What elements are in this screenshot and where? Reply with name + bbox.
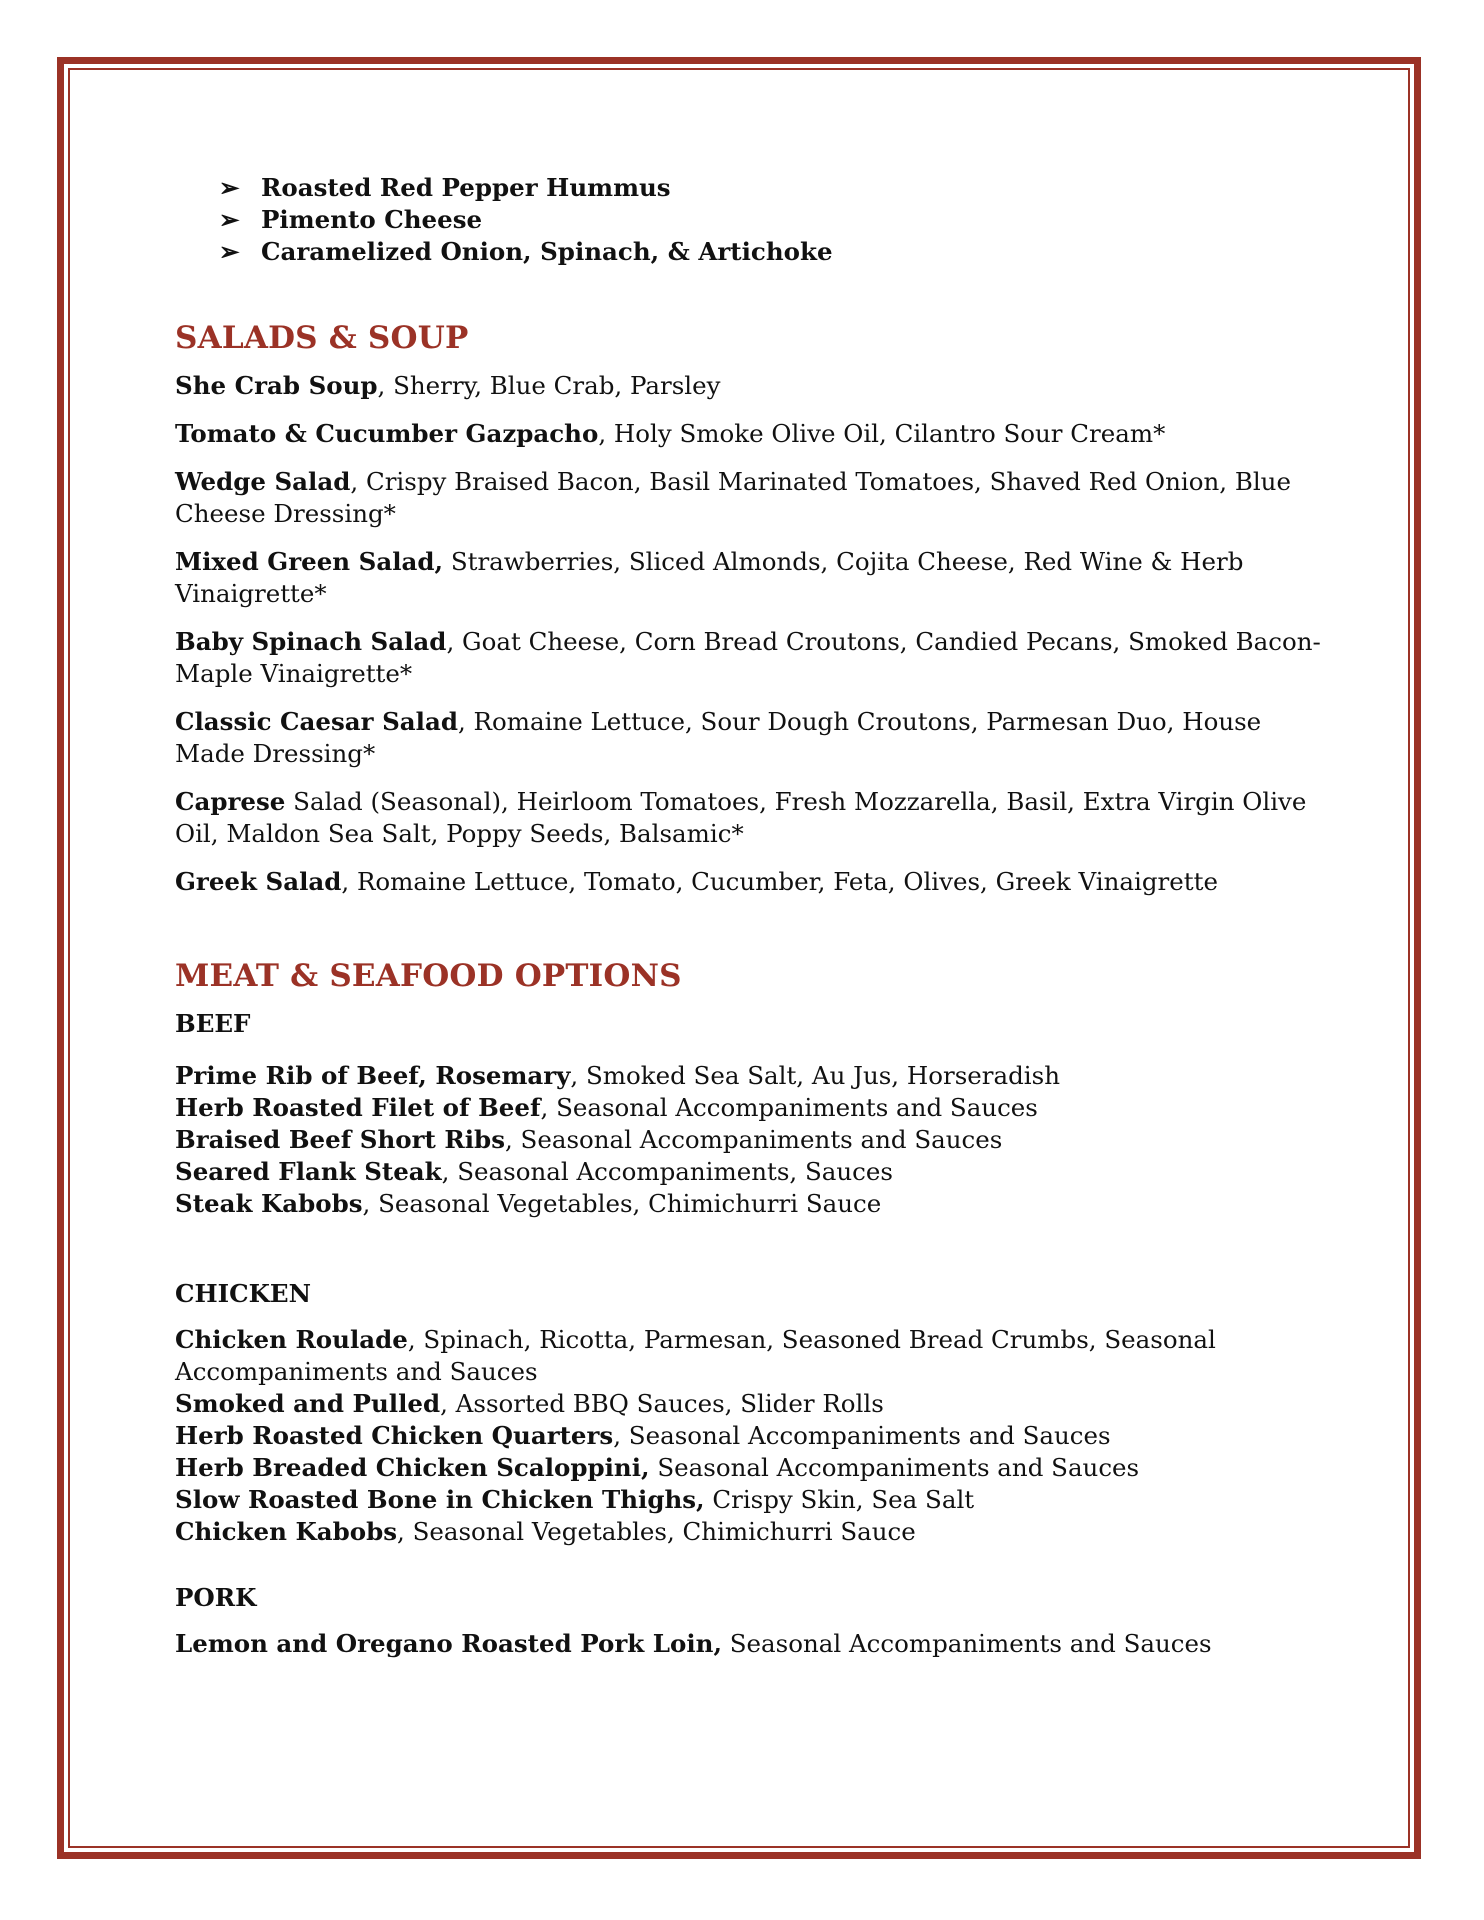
- pork-list: [175, 1628, 1325, 1660]
- dips-list: [219, 172, 1325, 268]
- subsection-title-pork: PORK: [175, 1583, 257, 1612]
- menu-item: Mixed Green Salad, Strawberries, Sliced Almonds, Cojita Cheese, Red Wine & Herb Vinaigrette*: [175, 547, 1244, 608]
- arrow-bullet-icon: ➢: [219, 205, 240, 234]
- menu-item: Tomato & Cucumber Gazpacho, Holy Smoke Olive Oil, Cilantro Sour Cream*: [175, 419, 1166, 448]
- menu-item: Herb Roasted Chicken Quarters, Seasonal Accompaniments and Sauces: [175, 1421, 1111, 1450]
- menu-item: Slow Roasted Bone in Chicken Thighs, Crispy Skin, Sea Salt: [175, 1485, 975, 1514]
- menu-item: Wedge Salad, Crispy Braised Bacon, Basil Marinated Tomatoes, Shaved Red Onion, Blue Cheese Dressing*: [175, 467, 1291, 528]
- salads-list: [175, 370, 1325, 898]
- menu-item: Steak Kabobs, Seasonal Vegetables, Chimichurri Sauce: [175, 1189, 882, 1218]
- section-title-salads: SALADS & SOUP: [175, 320, 469, 356]
- beef-list: [175, 1060, 1325, 1220]
- menu-item: She Crab Soup, Sherry, Blue Crab, Parsley: [175, 371, 721, 400]
- menu-item: Caprese Salad (Seasonal), Heirloom Tomatoes, Fresh Mozzarella, Basil, Extra Virgin Olive Oil, Maldon Sea Salt, Poppy Seeds, Balsamic*: [175, 787, 1307, 848]
- chicken-list: [175, 1324, 1325, 1548]
- menu-item: Braised Beef Short Ribs, Seasonal Accompaniments and Sauces: [175, 1125, 1003, 1154]
- menu-item: Classic Caesar Salad, Romaine Lettuce, Sour Dough Croutons, Parmesan Duo, House Made Dressing*: [175, 707, 1262, 768]
- list-item: ➢ Pimento Cheese: [219, 205, 483, 234]
- menu-item: Chicken Kabobs, Seasonal Vegetables, Chimichurri Sauce: [175, 1517, 916, 1546]
- section-title-meat-seafood: MEAT & SEAFOOD OPTIONS: [175, 958, 682, 994]
- menu-item: Prime Rib of Beef, Rosemary, Smoked Sea Salt, Au Jus, Horseradish: [175, 1061, 1060, 1090]
- list-item: ➢ Caramelized Onion, Spinach, & Artichoke: [219, 237, 833, 266]
- menu-content: [175, 172, 1325, 1660]
- subsection-title-chicken: CHICKEN: [175, 1279, 311, 1308]
- menu-item: Baby Spinach Salad, Goat Cheese, Corn Bread Croutons, Candied Pecans, Smoked Bacon-Maple Vinaigrette*: [175, 627, 1321, 688]
- subsection-title-beef: BEEF: [175, 1009, 251, 1038]
- menu-item: Seared Flank Steak, Seasonal Accompaniments, Sauces: [175, 1157, 893, 1186]
- list-item: ➢ Roasted Red Pepper Hummus: [219, 173, 671, 202]
- menu-item: Smoked and Pulled, Assorted BBQ Sauces, Slider Rolls: [175, 1389, 884, 1418]
- menu-item: Herb Breaded Chicken Scaloppini, Seasonal Accompaniments and Sauces: [175, 1453, 1140, 1482]
- arrow-bullet-icon: ➢: [219, 237, 240, 266]
- menu-item: Chicken Roulade, Spinach, Ricotta, Parmesan, Seasoned Bread Crumbs, Seasonal Accompaniments and Sauces: [175, 1325, 1216, 1386]
- arrow-bullet-icon: ➢: [219, 173, 240, 202]
- menu-item: Lemon and Oregano Roasted Pork Loin, Seasonal Accompaniments and Sauces: [175, 1629, 1212, 1658]
- menu-item: Herb Roasted Filet of Beef, Seasonal Accompaniments and Sauces: [175, 1093, 1038, 1122]
- menu-item: Greek Salad, Romaine Lettuce, Tomato, Cucumber, Feta, Olives, Greek Vinaigrette: [175, 867, 1218, 896]
